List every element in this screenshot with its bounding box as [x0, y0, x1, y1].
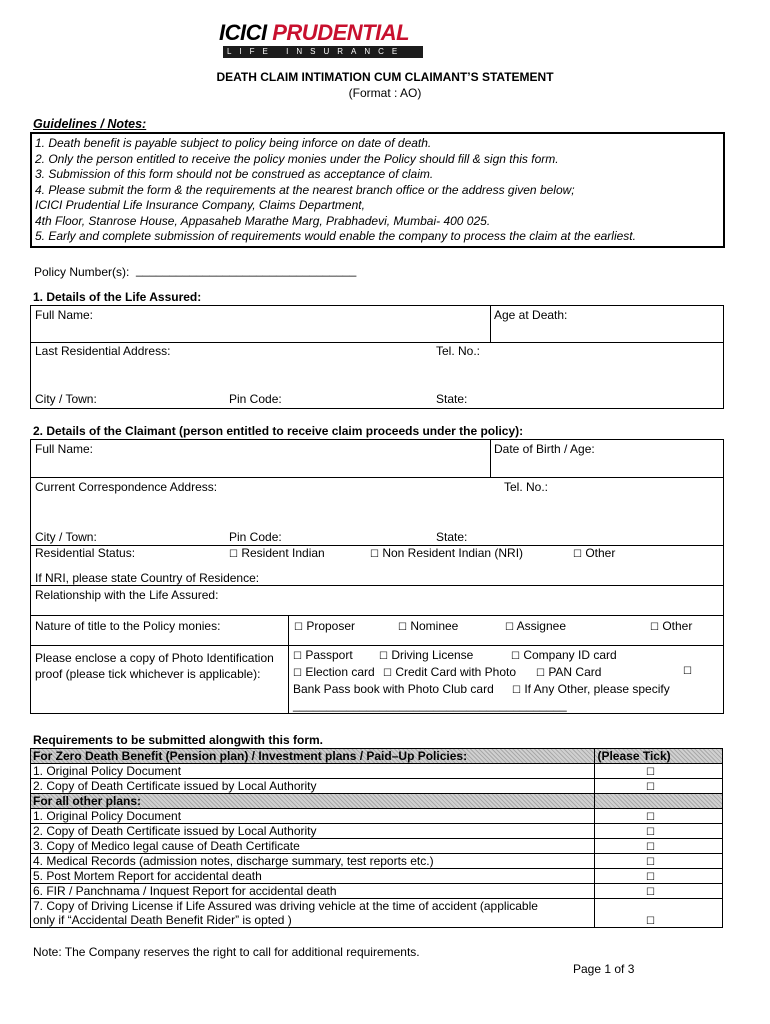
guideline-line: 3. Submission of this form should not be construed as acceptance of claim.	[35, 167, 434, 181]
id-bank-label: Bank Pass book with Photo Club card	[293, 682, 494, 696]
id-election-option[interactable]: ☐ Election card	[293, 665, 375, 679]
requirements-group-header	[31, 749, 723, 764]
checkbox-icon[interactable]: ☐	[650, 622, 659, 633]
cl-pin-label: Pin Code:	[229, 530, 282, 544]
la-full-name-label: Full Name:	[35, 308, 94, 322]
checkbox-icon[interactable]: ☐	[229, 549, 238, 560]
checkbox-icon[interactable]: ☐	[370, 549, 379, 560]
la-pin-label: Pin Code:	[229, 392, 282, 406]
photo-id-label: proof (please tick whichever is applicable):	[35, 667, 261, 681]
policy-number-label: Policy Number(s):	[34, 265, 130, 279]
checkbox-icon[interactable]: ☐	[536, 668, 545, 679]
requirements-note: Note: The Company reserves the right to call for additional requirements.	[33, 945, 420, 959]
table-row	[31, 854, 723, 869]
la-tel-label: Tel. No.:	[436, 344, 481, 358]
guideline-line: 4th Floor, Stanrose House, Appasaheb Marathe Marg, Prabhadevi, Mumbai- 400 025.	[35, 214, 491, 228]
cl-dob-label: Date of Birth / Age:	[494, 442, 595, 456]
checkbox-icon[interactable]: ☐	[379, 651, 388, 662]
checkbox-icon[interactable]: ☐	[293, 668, 302, 679]
res-nri-option[interactable]: ☐ Non Resident Indian (NRI)	[370, 546, 524, 560]
company-logo	[213, 18, 453, 58]
cl-city-label: City / Town:	[35, 530, 97, 544]
guideline-line: 2. Only the person entitled to receive the policy monies under the Policy should fill & sign this form.	[35, 152, 559, 166]
checkbox-icon[interactable]: ☐	[293, 651, 302, 662]
requirement-item: 1. Original Policy Document	[31, 764, 595, 779]
checkbox-icon[interactable]: ☐	[646, 857, 655, 868]
la-city-label: City / Town:	[35, 392, 97, 406]
checkbox-icon[interactable]: ☐	[646, 842, 655, 853]
policy-number-field[interactable]: _________________________________	[136, 263, 357, 277]
guideline-line: 5. Early and complete submission of requirements would enable the company to process the claim at the earliest.	[35, 229, 636, 243]
checkbox-icon[interactable]: ☐	[294, 622, 303, 633]
relationship-label: Relationship with the Life Assured:	[35, 588, 219, 602]
cl-state-label: State:	[436, 530, 468, 544]
checkbox-icon[interactable]: ☐	[646, 767, 655, 778]
id-company-option[interactable]: ☐ Company ID card	[511, 648, 617, 662]
table-row	[31, 884, 723, 899]
id-other-specify-field[interactable]: _________________________________________	[293, 698, 567, 712]
section2-heading: 2. Details of the Claimant (person entitled to receive claim proceeds under the policy):	[33, 424, 524, 438]
please-tick-label: (Please Tick)	[595, 749, 723, 764]
id-any-other-option[interactable]: ☐ If Any Other, please specify	[512, 682, 670, 696]
checkbox-icon[interactable]: ☐	[646, 827, 655, 838]
requirement-item: 6. FIR / Panchnama / Inquest Report for accidental death	[31, 884, 595, 899]
photo-id-label: Please enclose a copy of Photo Identification	[35, 651, 274, 665]
nature-title-label: Nature of title to the Policy monies:	[35, 619, 221, 633]
la-state-label: State:	[436, 392, 468, 406]
requirement-item: 2. Copy of Death Certificate issued by Local Authority	[31, 779, 595, 794]
residential-status-label: Residential Status:	[35, 546, 136, 560]
guideline-line: 1. Death benefit is payable subject to policy being inforce on date of death.	[35, 136, 432, 150]
checkbox-icon[interactable]: ☐	[573, 549, 582, 560]
form-format: (Format : AO)	[348, 86, 422, 100]
requirement-item: 2. Copy of Death Certificate issued by Local Authority	[31, 824, 595, 839]
checkbox-icon[interactable]: ☐	[511, 651, 520, 662]
guidelines-heading: Guidelines / Notes:	[33, 117, 147, 131]
la-age-at-death-label: Age at Death:	[494, 308, 568, 322]
checkbox-icon[interactable]: ☐	[505, 622, 514, 633]
guideline-line: ICICI Prudential Life Insurance Company, Claims Department,	[35, 198, 365, 212]
table-row	[31, 839, 723, 854]
requirement-item: 1. Original Policy Document	[31, 809, 595, 824]
requirements-table	[30, 748, 723, 928]
table-row	[31, 824, 723, 839]
cl-tel-label: Tel. No.:	[504, 480, 549, 494]
page-number: Page 1 of 3	[573, 962, 635, 976]
logo-subtitle: LIFE INSURANCE	[227, 47, 406, 56]
checkbox-icon[interactable]: ☐	[398, 622, 407, 633]
logo-text: ICICI PRUDENTIAL	[219, 20, 410, 45]
section1-heading: 1. Details of the Life Assured:	[33, 290, 202, 304]
la-address-label: Last Residential Address:	[35, 344, 171, 358]
cl-full-name-label: Full Name:	[35, 442, 94, 456]
cl-address-label: Current Correspondence Address:	[35, 480, 218, 494]
table-row	[31, 869, 723, 884]
checkbox-icon[interactable]: ☐	[646, 872, 655, 883]
checkbox-icon[interactable]: ☐	[646, 812, 655, 823]
id-passport-option[interactable]: ☐ Passport	[293, 648, 353, 662]
nri-country-label: If NRI, please state Country of Residence:	[35, 571, 260, 585]
table-row	[31, 764, 723, 779]
requirement-item: 4. Medical Records (admission notes, discharge summary, test reports etc.)	[31, 854, 595, 869]
nat-other-option[interactable]: ☐ Other	[650, 619, 693, 633]
requirement-item: 5. Post Mortem Report for accidental death	[31, 869, 595, 884]
requirements-group-header	[31, 794, 723, 809]
requirement-item: 3. Copy of Medico legal cause of Death Certificate	[31, 839, 595, 854]
res-other-option[interactable]: ☐ Other	[573, 546, 616, 560]
table-row	[31, 809, 723, 824]
requirement-item-7: 7. Copy of Driving License if Life Assured was driving vehicle at the time of accident (applicable only if “Accidental Death Benefit Rider” is opted )	[31, 899, 595, 928]
nat-proposer-option[interactable]: ☐ Proposer	[294, 619, 356, 633]
guideline-line: 4. Please submit the form & the requirements at the nearest branch office or the address given below;	[35, 183, 575, 197]
id-driving-option[interactable]: ☐ Driving License	[379, 648, 474, 662]
requirements-heading: Requirements to be submitted alongwith this form.	[33, 733, 324, 747]
checkbox-icon[interactable]: ☐	[646, 782, 655, 793]
res-resident-option[interactable]: ☐ Resident Indian	[229, 546, 325, 560]
guidelines-box	[30, 132, 725, 248]
group1-title: For Zero Death Benefit (Pension plan) / Investment plans / Paid–Up Policies:	[31, 749, 595, 764]
form-title: DEATH CLAIM INTIMATION CUM CLAIMANT’S STATEMENT	[216, 70, 554, 84]
table-row	[31, 779, 723, 794]
checkbox-icon[interactable]: ☐	[383, 668, 392, 679]
checkbox-icon[interactable]: ☐	[646, 916, 655, 927]
table-row	[31, 899, 723, 928]
id-credit-option[interactable]: ☐ Credit Card with Photo	[383, 665, 517, 679]
nat-nominee-option[interactable]: ☐ Nominee	[398, 619, 459, 633]
id-bank-checkbox[interactable]: ☐	[683, 666, 692, 677]
nat-assignee-option[interactable]: ☐ Assignee	[505, 619, 567, 633]
checkbox-icon[interactable]: ☐	[512, 685, 521, 696]
checkbox-icon[interactable]: ☐	[646, 887, 655, 898]
id-pan-option[interactable]: ☐ PAN Card	[536, 665, 602, 679]
group2-title: For all other plans:	[31, 794, 595, 809]
